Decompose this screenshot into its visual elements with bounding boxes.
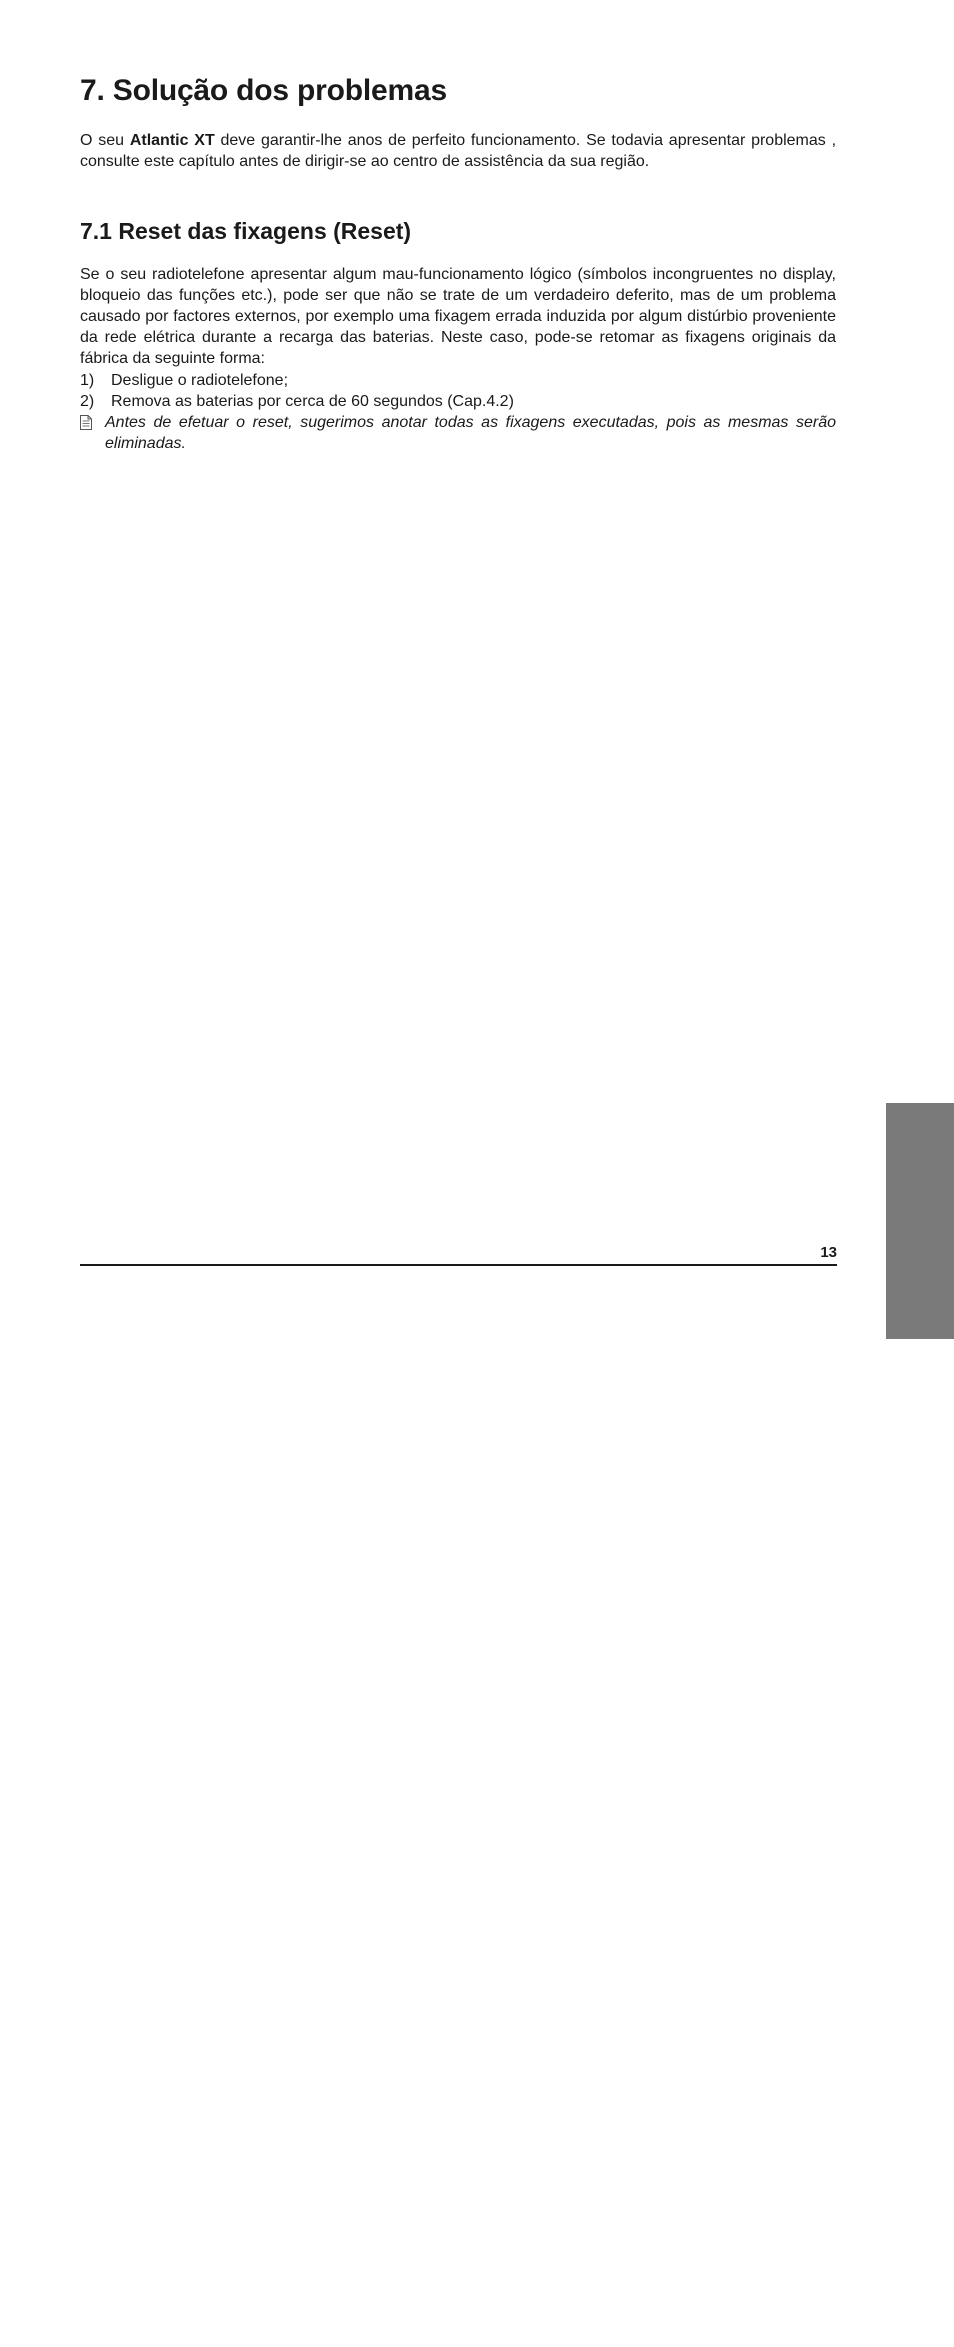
page-number: 13 (820, 1244, 837, 1261)
intro-paragraph (80, 130, 836, 172)
note-text: Antes de efetuar o reset, sugerimos anotar todas as fixagens executadas, pois as mesmas serão eliminadas. (105, 414, 836, 452)
note-icon (80, 412, 105, 454)
step-number: 1) (80, 372, 95, 389)
step-text: Desligue o radiotelefone; (111, 372, 289, 389)
steps-list (80, 370, 836, 412)
section-paragraph: Se o seu radiotelefone apresentar algum mau-funcionamento lógico (símbolos incongruentes no display, bloqueio das funções etc.), pode ser que não se trate de um verdadeiro deferito, mas de um problema causado por factores externos, por exemplo uma fixagem errada induzida por algum distúrbio proveniente da rede elétrica durante a recarga das baterias. Neste caso, pode-se retomar as fixagens originais da fábrica da seguinte forma: (80, 266, 836, 367)
intro-text-before: O seu (80, 132, 130, 149)
product-name: Atlantic XT (129, 132, 215, 149)
language-tab (886, 1103, 954, 2347)
footer-divider (80, 1264, 837, 1266)
language-tab-label: PORTOGUÊS (909, 2223, 930, 2347)
list-item (80, 391, 836, 412)
intro-text-after: deve garantir-lhe anos de perfeito funcionamento. Se todavia apresentar problemas , consulte este capítulo antes de dirigir-se ao centro de assistência da sua região. (80, 132, 837, 170)
step-text: Remova as baterias por cerca de 60 segundos (Cap.4.2) (111, 393, 514, 410)
step-number: 2) (80, 393, 95, 410)
list-item (80, 370, 836, 391)
page-title: 7. Solução dos problemas (80, 74, 447, 107)
note-block (80, 412, 836, 454)
section-title: 7.1 Reset das fixagens (Reset) (80, 218, 412, 244)
